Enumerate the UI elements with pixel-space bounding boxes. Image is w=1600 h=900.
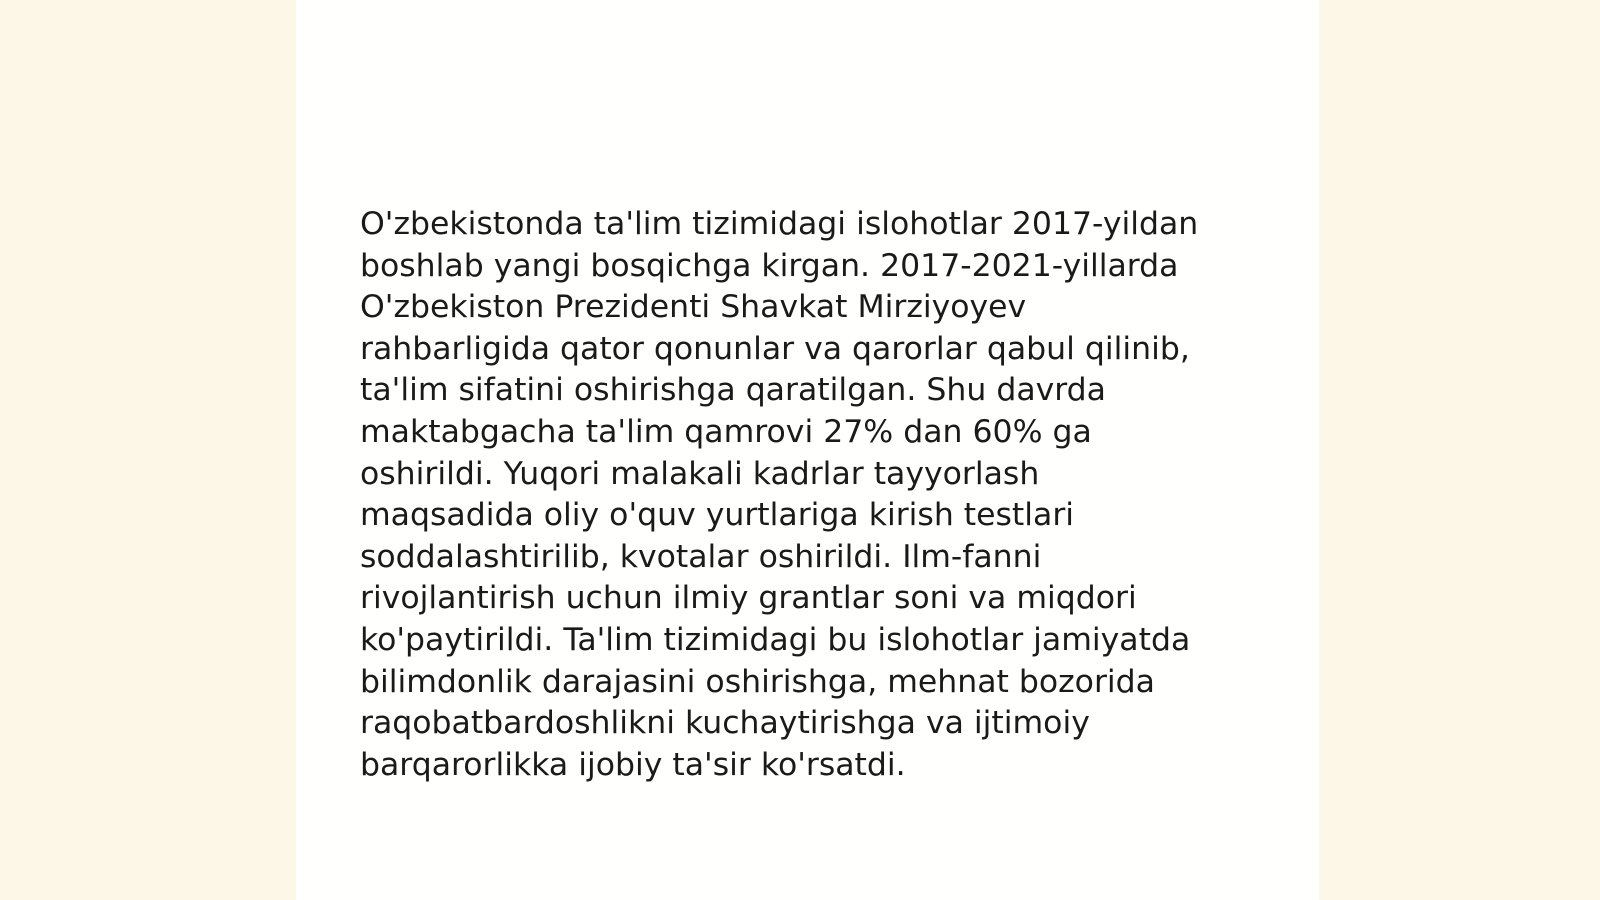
paragraph-line: maktabgacha ta'lim qamrovi 27% dan 60% ga (360, 413, 1092, 450)
paragraph-line: O'zbekiston Prezidenti Shavkat Mirziyoyev (360, 289, 1027, 326)
body-paragraph (360, 204, 1260, 786)
paragraph-line: soddalashtirilib, kvotalar oshirildi. Ilm-fanni (360, 538, 1042, 575)
paragraph-line: boshlab yangi bosqichga kirgan. 2017-2021-yillarda (360, 247, 1179, 284)
left-margin-panel (0, 0, 296, 900)
paragraph-line: barqarorlikka ijobiy ta'sir ko'rsatdi. (360, 746, 906, 783)
paragraph-line: oshirildi. Yuqori malakali kadrlar tayyorlash (360, 455, 1040, 492)
paragraph-line: ko'paytirildi. Ta'lim tizimidagi bu islohotlar jamiyatda (360, 621, 1191, 658)
paragraph-line: O'zbekistonda ta'lim tizimidagi islohotlar 2017-yildan (360, 206, 1199, 242)
paragraph-line: raqobatbardoshlikni kuchaytirishga va ijtimoiy (360, 705, 1090, 742)
document-page (296, 0, 1319, 900)
right-margin-panel (1319, 0, 1600, 900)
paragraph-line: ta'lim sifatini oshirishga qaratilgan. Shu davrda (360, 372, 1106, 409)
paragraph-line: rivojlantirish uchun ilmiy grantlar soni va miqdori (360, 580, 1137, 617)
paragraph-line: maqsadida oliy o'quv yurtlariga kirish testlari (360, 497, 1075, 534)
paragraph-line: rahbarligida qator qonunlar va qarorlar qabul qilinib, (360, 330, 1190, 367)
paragraph-line: bilimdonlik darajasini oshirishga, mehnat bozorida (360, 663, 1155, 700)
